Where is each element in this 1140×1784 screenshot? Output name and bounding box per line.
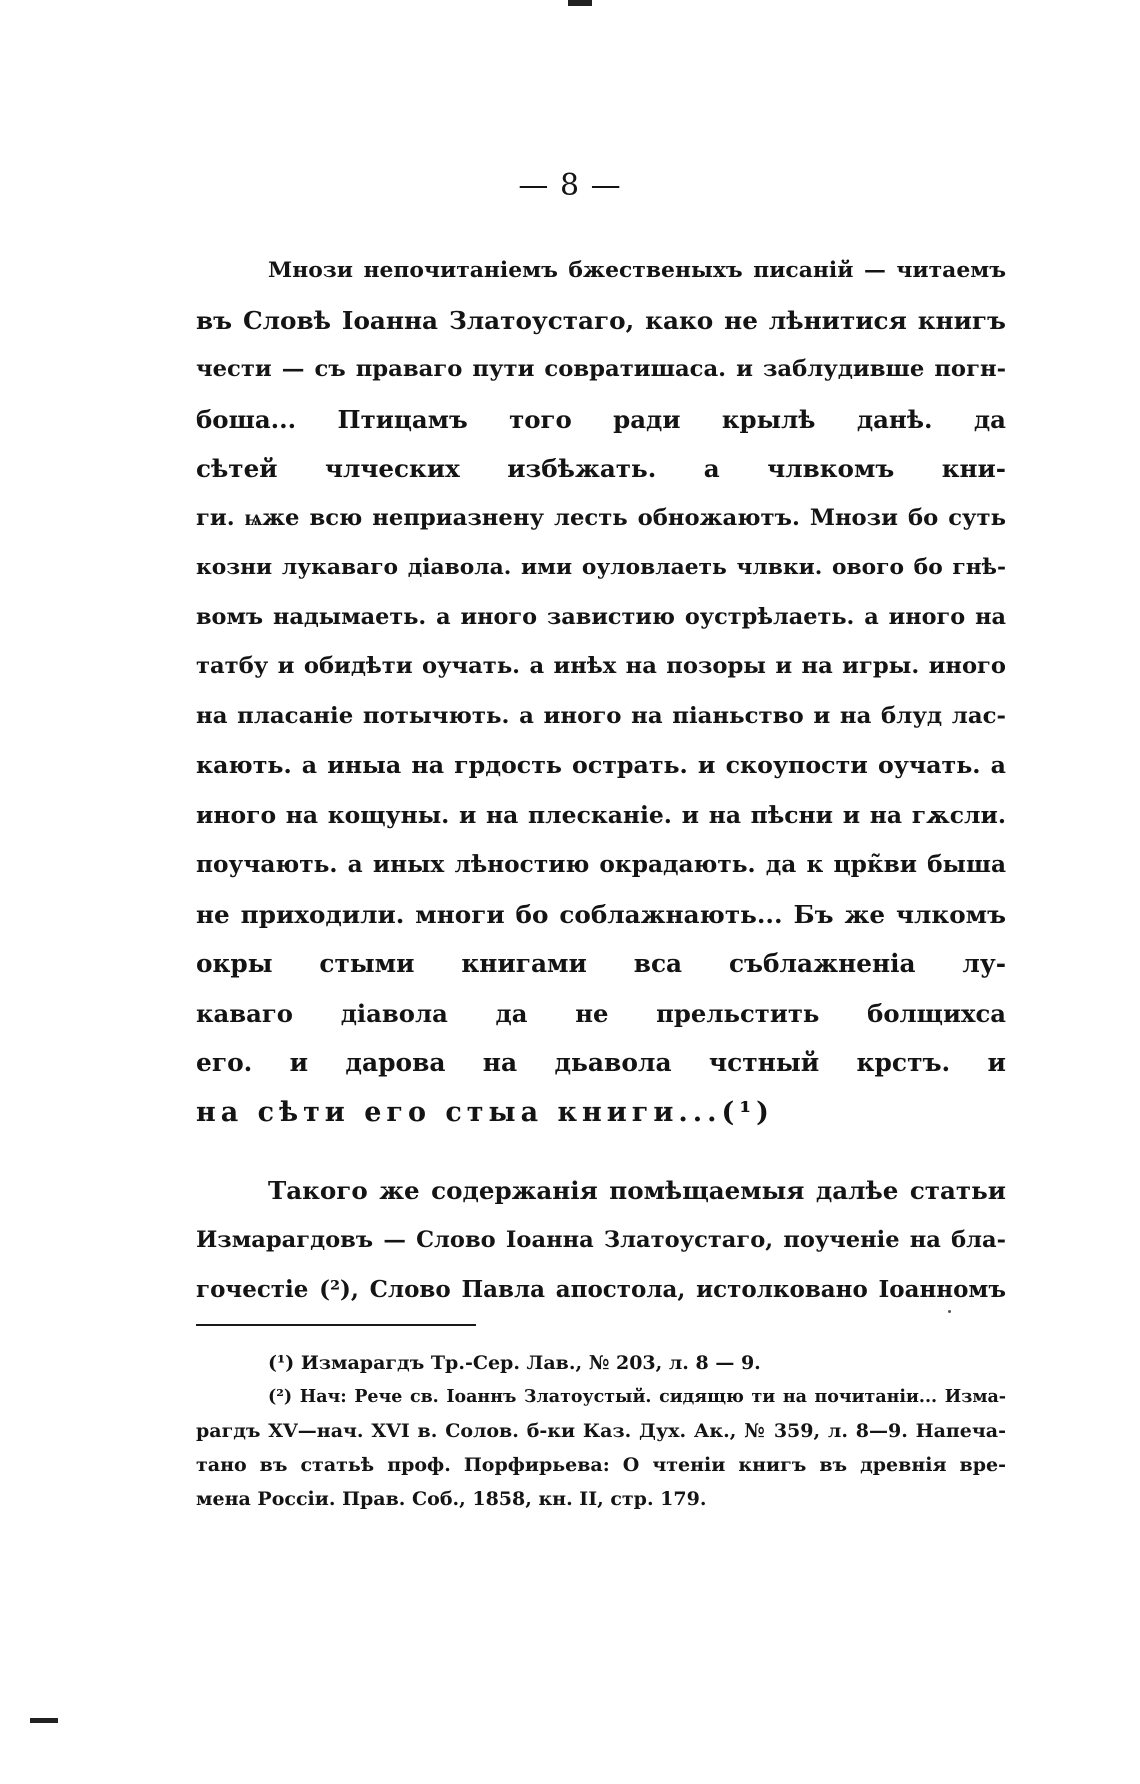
text-line: поучають. а иных лѣностию окрадають. да к црк̃ви быша [196, 851, 1006, 878]
footnote-line: рагдъ XV—нач. XVI в. Солов. б-ки Каз. Дух. Ак., № 359, л. 8—9. Напеча- [196, 1420, 1006, 1442]
text-line: не приходили. многи бо соблажнають... Бъ же члкомъ [196, 899, 1006, 929]
text-line: татбу и обидѣти оучать. а инѣх на позоры и на игры. иного [196, 653, 1006, 679]
paragraph-1 [196, 246, 1006, 1137]
text-line: Мнози непочитаніемъ бжественыхъ писаній — читаемъ [268, 257, 1006, 283]
text-line: Такого же содержанія помѣщаемыя далѣе статьи [268, 1176, 1006, 1205]
text-line: боша... Птицамъ того ради крылѣ данѣ. да [196, 404, 1006, 434]
text-line: чести — съ праваго пути совратишаса. и заблудивше погн- [196, 356, 1006, 382]
stray-dot [948, 1310, 951, 1313]
text-line: кають. а иныа на грдость острать. и скоупости оучать. а [196, 751, 1006, 779]
text-line: иного на кощуны. и на плесканіе. и на пѣсни и на гѫсли. [196, 800, 1006, 829]
text-line: вомъ надымаеть. а иного завистию оустрѣлаеть. а иного на [196, 603, 1006, 630]
scan-mark-side [30, 1718, 58, 1723]
page-number: — 8 — [518, 168, 622, 203]
text-line: каваго діавола да не прельстить болщихса [196, 998, 1006, 1028]
footnote-line: (¹) Измарагдъ Тр.-Сер. Лав., № 203, л. 8 — 9. [268, 1352, 761, 1374]
text-line: сѣтей члческих избѣжать. а члвкомъ кни- [196, 454, 1006, 483]
footnote-rule [196, 1324, 476, 1326]
text-line: Измарагдовъ — Слово Іоанна Златоустаго, поученіе на бла- [196, 1226, 1006, 1253]
text-line: ги. ѩже всю неприазнену лесть обножаютъ. Мнози бо суть [196, 504, 1006, 531]
text-line: окры стыми книгами вса съблажненіа лу- [196, 949, 1006, 978]
text-line: на пласаніе потычють. а иного на піаньство и на блуд лас- [196, 702, 1006, 729]
text-line: въ Словѣ Іоанна Златоустаго, како не лѣнитися книгъ [196, 305, 1006, 335]
footnote-line: тано въ статьѣ проф. Порфирьева: О чтеніи книгъ въ древнія вре- [196, 1454, 1006, 1476]
footnote-line: (²) Нач: Рече св. Іоаннъ Златоустый. сидящю ти на почитаніи... Изма- [268, 1387, 1006, 1407]
footnote-line: мена Россіи. Прав. Соб., 1858, кн. II, стр. 179. [196, 1488, 707, 1510]
text-line: гочестіе (²), Слово Павла апостола, истолковано Іоанномъ [196, 1276, 1006, 1303]
paragraph-2 [196, 1166, 1006, 1315]
text-line: его. и дарова на дьавола чстный крстъ. и [196, 1048, 1006, 1077]
text-line: на сѣти его стыа книги...(¹) [196, 1096, 774, 1128]
scan-mark-top [568, 0, 592, 6]
footnotes [196, 1346, 1006, 1516]
text-line: козни лукаваго діавола. ими оуловлаеть члвки. ового бо гнѣ- [196, 555, 1006, 580]
